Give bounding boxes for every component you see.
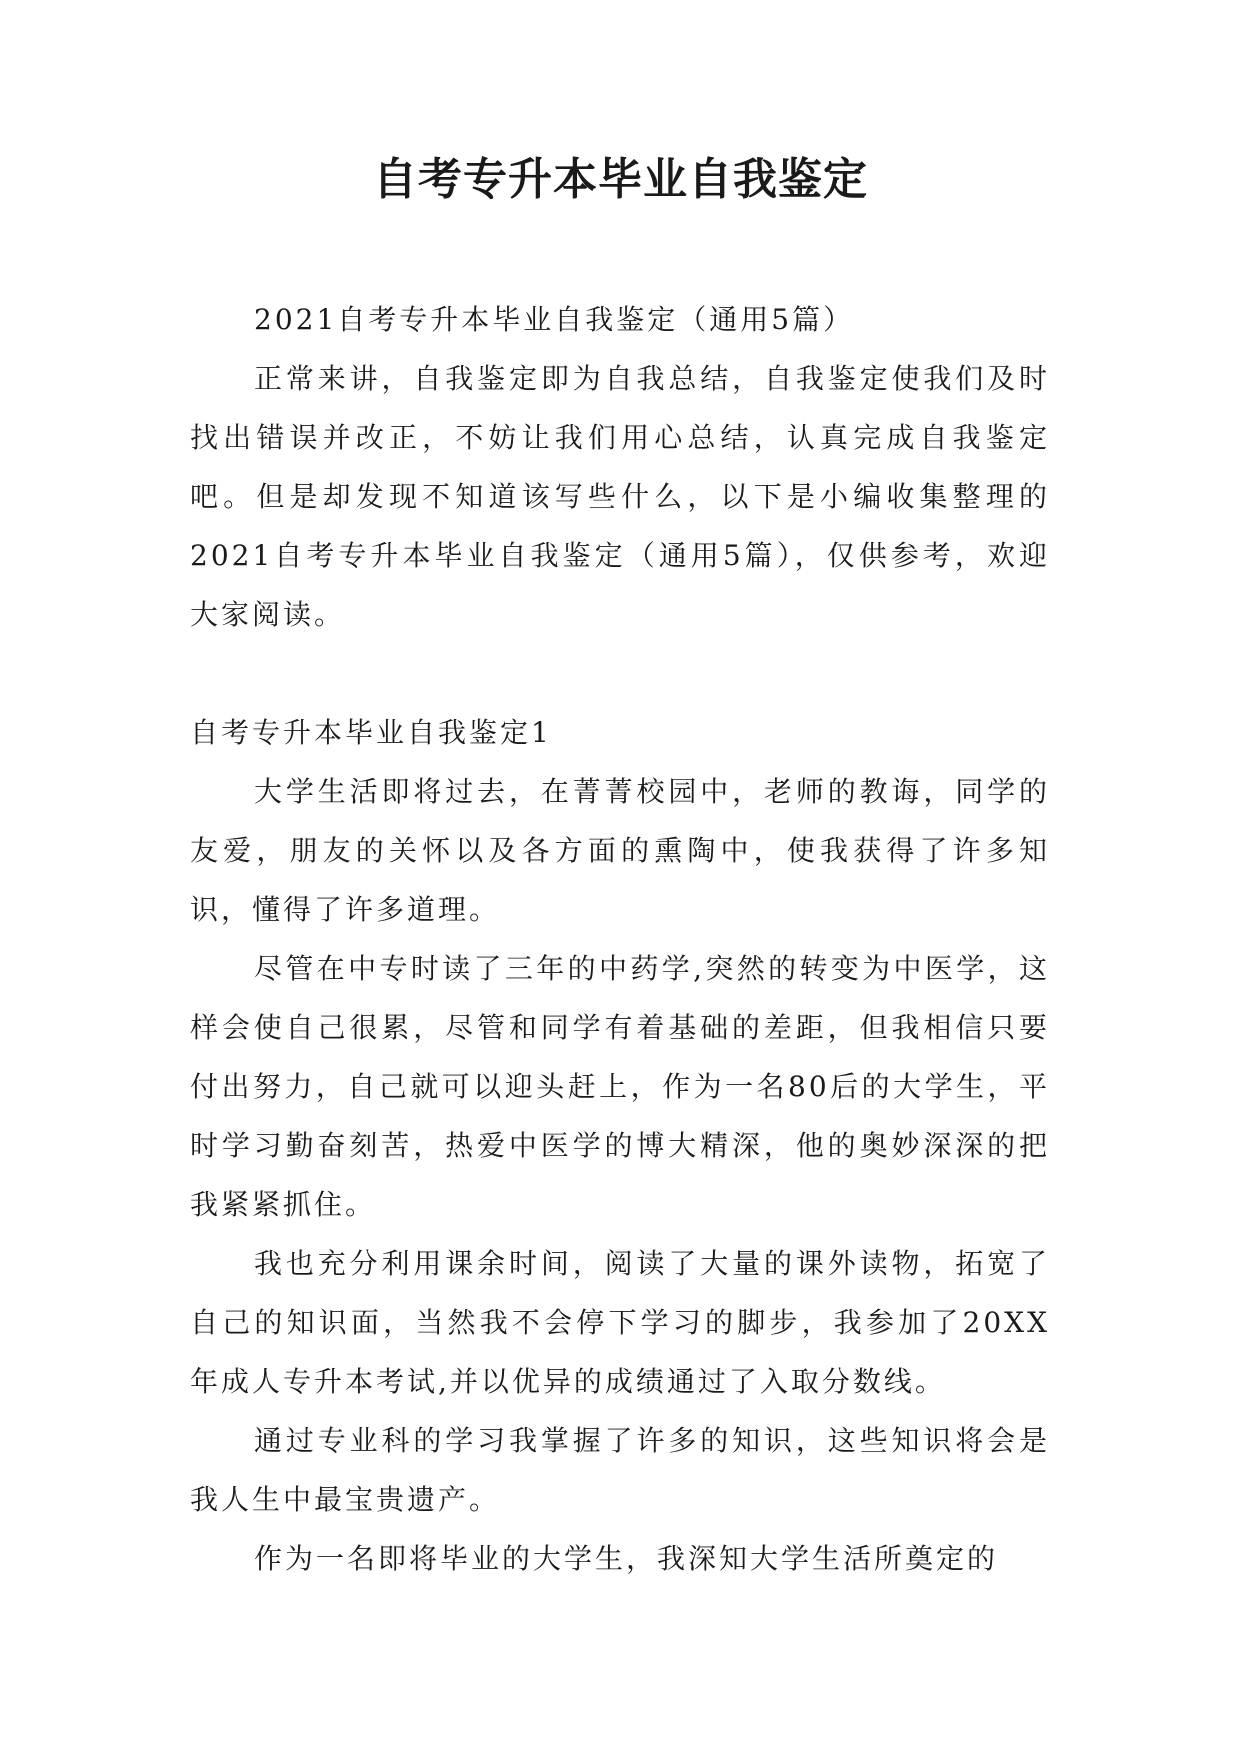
body-paragraph: 作为一名即将毕业的大学生，我深知大学生活所奠定的: [254, 1542, 999, 1575]
body-paragraph: 大学生活即将过去，在菁菁校园中，老师的教诲，同学的友爱，朋友的关怀以及各方面的熏陶中，使我获得了许多知识，懂得了许多道理。: [190, 775, 1050, 926]
document-subtitle: 2021自考专升本毕业自我鉴定（通用5篇）: [254, 303, 855, 336]
intro-paragraph: 正常来讲，自我鉴定即为自我总结，自我鉴定使我们及时找出错误并改正，不妨让我们用心总结，认真完成自我鉴定吧。但是却发现不知道该写些什么，以下是小编收集整理的2021自考专升本毕业自我鉴定（通用5篇），仅供参考，欢迎大家阅读。: [190, 362, 1050, 631]
body-paragraph: 通过专业科的学习我掌握了许多的知识，这些知识将会是我人生中最宝贵遗产。: [190, 1424, 1050, 1516]
body-paragraph: 尽管在中专时读了三年的中药学,突然的转变为中医学，这样会使自己很累，尽管和同学有着基础的差距，但我相信只要付出努力，自己就可以迎头赶上，作为一名80后的大学生，平时学习勤奋刻苦，热爱中医学的博大精深，他的奥妙深深的把我紧紧抓住。: [190, 952, 1050, 1221]
document-title: 自考专升本毕业自我鉴定: [373, 154, 868, 205]
body-paragraph: 我也充分利用课余时间，阅读了大量的课外读物，拓宽了自己的知识面，当然我不会停下学习的脚步，我参加了20XX年成人专升本考试,并以优异的成绩通过了入取分数线。: [190, 1247, 1050, 1398]
section-heading: 自考专升本毕业自我鉴定1: [190, 716, 552, 749]
document-body: [190, 290, 1050, 1588]
